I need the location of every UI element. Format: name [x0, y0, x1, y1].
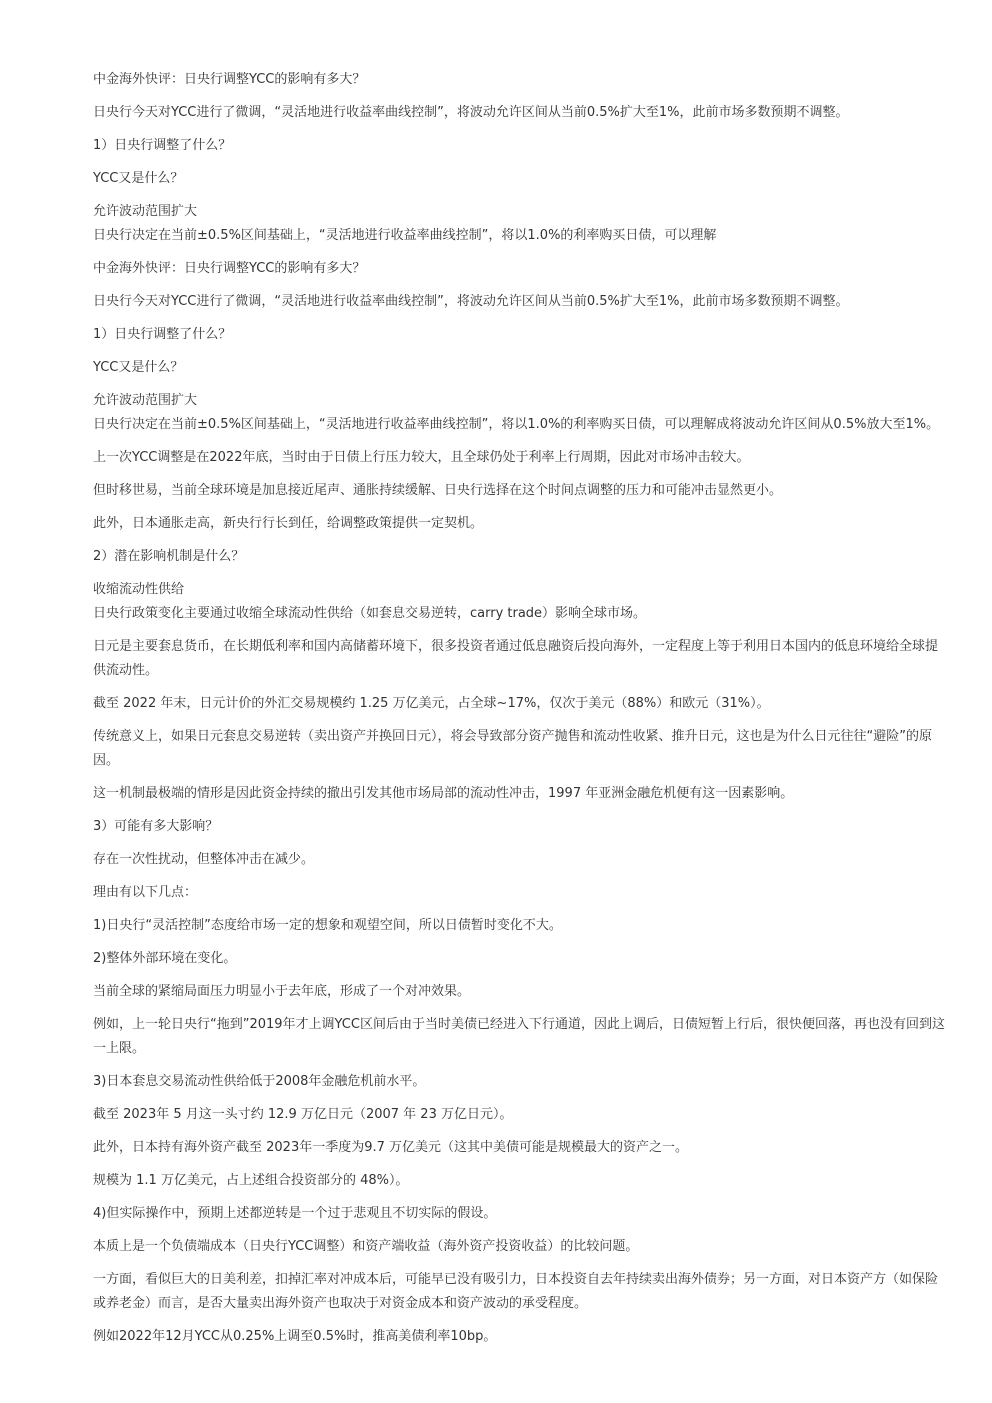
- paragraph: 但时移世易，当前全球环境是加息接近尾声、通胀持续缓解、日央行选择在这个时间点调整的压力和可能冲击显然更小。: [93, 483, 783, 498]
- paragraph: 例如，上一轮日央行“拖到”2019年才上调YCC区间后由于当时美债已经进入下行通道，因此上调后，日债短暂上行后，很快便回落，再也没有回到这一上限。: [93, 1017, 945, 1056]
- sub-heading: 允许波动范围扩大: [93, 204, 198, 219]
- paragraph: 规模为 1.1 万亿美元，占上述组合投资部分的 48%）。: [93, 1173, 409, 1188]
- list-item: 2)整体外部环境在变化。: [93, 951, 237, 966]
- document-body: [93, 68, 949, 1358]
- paragraph: 存在一次性扰动，但整体冲击在减少。: [93, 852, 315, 867]
- paragraph: 这一机制最极端的情形是因此资金持续的撤出引发其他市场局部的流动性冲击，1997 年亚洲金融危机便有这一因素影响。: [93, 786, 794, 801]
- paragraph: YCC又是什么？: [93, 171, 184, 186]
- paragraph: 此外，日本持有海外资产截至 2023年一季度为9.7 万亿美元（这其中美债可能是规模最大的资产之一。: [93, 1140, 689, 1155]
- sub-heading: 允许波动范围扩大: [93, 393, 198, 408]
- paragraph: 截至 2022 年末，日元计价的外汇交易规模约 1.25 万亿美元，占全球~17%，仅次于美元（88%）和欧元（31%）。: [93, 696, 770, 711]
- sub-heading: 收缩流动性供给: [93, 582, 185, 597]
- paragraph: 当前全球的紧缩局面压力明显小于去年底，形成了一个对冲效果。: [93, 984, 471, 999]
- article-title: 中金海外快评：日央行调整YCC的影响有多大？: [93, 261, 366, 276]
- paragraph: 日央行今天对YCC进行了微调，“灵活地进行收益率曲线控制”，将波动允许区间从当前0.5%扩大至1%，此前市场多数预期不调整。: [93, 294, 849, 309]
- paragraph: YCC又是什么？: [93, 360, 184, 375]
- paragraph: 日央行政策变化主要通过收缩全球流动性供给（如套息交易逆转，carry trade）影响全球市场。: [93, 606, 647, 621]
- paragraph: 例如2022年12月YCC从0.25%上调至0.5%时，推高美债利率10bp。: [93, 1329, 497, 1344]
- paragraph: 一方面，看似巨大的日美利差，扣掉汇率对冲成本后，可能早已没有吸引力，日本投资自去年持续卖出海外债券；另一方面，对日本资产方（如保险或养老金）而言，是否大量卖出海外资产也取决于对资金成本和资产波动的承受程度。: [93, 1272, 939, 1311]
- section-heading: 2）潜在影响机制是什么？: [93, 549, 245, 564]
- paragraph: 上一次YCC调整是在2022年底，当时由于日债上行压力较大，且全球仍处于利率上行周期，因此对市场冲击较大。: [93, 450, 750, 465]
- paragraph: 日央行今天对YCC进行了微调，“灵活地进行收益率曲线控制”，将波动允许区间从当前0.5%扩大至1%，此前市场多数预期不调整。: [93, 105, 849, 120]
- paragraph: 截至 2023年 5 月这一头寸约 12.9 万亿日元（2007 年 23 万亿日元）。: [93, 1107, 513, 1122]
- paragraph: 日央行决定在当前±0.5%区间基础上，“灵活地进行收益率曲线控制”，将以1.0%的利率购买日债，可以理解成将波动允许区间从0.5%放大至1%。: [93, 417, 940, 432]
- paragraph: 理由有以下几点：: [93, 885, 198, 900]
- paragraph: 此外，日本通胀走高，新央行行长到任，给调整政策提供一定契机。: [93, 516, 484, 531]
- list-item: 3)日本套息交易流动性供给低于2008年金融危机前水平。: [93, 1074, 426, 1089]
- list-item: 4)但实际操作中，预期上述都逆转是一个过于悲观且不切实际的假设。: [93, 1206, 497, 1221]
- article-title: 中金海外快评：日央行调整YCC的影响有多大？: [93, 72, 366, 87]
- list-item: 1)日央行“灵活控制”态度给市场一定的想象和观望空间，所以日债暂时变化不大。: [93, 918, 562, 933]
- paragraph: 本质上是一个负债端成本（日央行YCC调整）和资产端收益（海外资产投资收益）的比较问题。: [93, 1239, 639, 1254]
- section-heading: 1）日央行调整了什么？: [93, 138, 232, 153]
- section-heading: 1）日央行调整了什么？: [93, 327, 232, 342]
- paragraph: 日央行决定在当前±0.5%区间基础上，“灵活地进行收益率曲线控制”，将以1.0%的利率购买日债，可以理解: [93, 228, 717, 243]
- section-heading: 3）可能有多大影响？: [93, 819, 219, 834]
- paragraph: 日元是主要套息货币，在长期低利率和国内高储蓄环境下，很多投资者通过低息融资后投向海外，一定程度上等于利用日本国内的低息环境给全球提供流动性。: [93, 639, 939, 678]
- paragraph: 传统意义上，如果日元套息交易逆转（卖出资产并换回日元），将会导致部分资产抛售和流动性收紧、推升日元，这也是为什么日元往往“避险”的原因。: [93, 729, 932, 768]
